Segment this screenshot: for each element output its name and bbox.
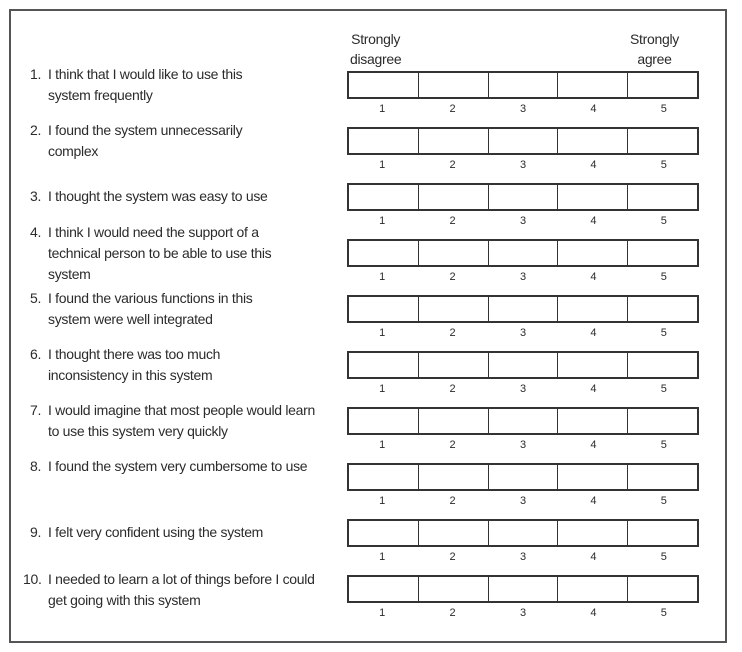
- question-number: 1.: [30, 66, 42, 82]
- scale-label-3: 3: [519, 215, 527, 227]
- question-text: I would imagine that most people would learn to use this system very quickly: [48, 402, 315, 439]
- rating-box-5[interactable]: [628, 409, 697, 433]
- scale-label-2: 2: [449, 383, 456, 395]
- rating-box-4[interactable]: [558, 297, 628, 321]
- scale-label-4: 4: [590, 551, 597, 563]
- scale-label-5: 5: [660, 215, 667, 227]
- question-number: 5.: [30, 290, 42, 306]
- scale-label-2: 2: [449, 103, 456, 115]
- rating-box-3[interactable]: [489, 73, 559, 97]
- scale-labels: [347, 215, 699, 227]
- rating-box-2[interactable]: [419, 353, 489, 377]
- scale-label-4: 4: [590, 439, 597, 451]
- scale-label-2: 2: [449, 551, 456, 563]
- scale-label-5: 5: [660, 159, 667, 171]
- rating-box-3[interactable]: [489, 129, 559, 153]
- scale-label-1: 1: [379, 327, 386, 339]
- scale-label-5: 5: [660, 103, 667, 115]
- question-text: I found the various functions in this system were well integrated: [48, 290, 253, 327]
- scale-label-3: 3: [519, 495, 527, 507]
- scale-label-1: 1: [379, 551, 386, 563]
- scale-label-5: 5: [660, 271, 667, 283]
- scale-label-4: 4: [590, 383, 597, 395]
- rating-box-1[interactable]: [349, 521, 419, 545]
- scale-label-2: 2: [449, 495, 456, 507]
- rating-box-3[interactable]: [489, 465, 559, 489]
- question-number: 3.: [30, 188, 42, 204]
- scale-label-1: 1: [379, 271, 386, 283]
- rating-box-5[interactable]: [628, 521, 697, 545]
- scale-labels: [347, 271, 699, 283]
- scale-label-4: 4: [590, 607, 597, 619]
- question-6: [30, 344, 330, 383]
- scale-label-2: 2: [449, 215, 456, 227]
- rating-box-5[interactable]: [628, 297, 697, 321]
- question-text: I felt very confident using the system: [48, 524, 264, 540]
- rating-scale-8: [347, 463, 699, 491]
- header-right-line2: agree: [637, 51, 672, 67]
- question-10: [23, 569, 323, 608]
- header-left-line1: Strongly: [351, 31, 401, 47]
- question-number: 7.: [30, 402, 42, 418]
- scale-label-1: 1: [379, 215, 386, 227]
- rating-scale-3: [347, 183, 699, 211]
- rating-box-2[interactable]: [419, 409, 489, 433]
- rating-box-4[interactable]: [558, 73, 628, 97]
- rating-scale-1: [347, 71, 699, 99]
- rating-box-1[interactable]: [349, 297, 419, 321]
- rating-box-3[interactable]: [489, 409, 559, 433]
- strongly-agree-header: [630, 29, 679, 69]
- rating-box-1[interactable]: [349, 353, 419, 377]
- rating-scale-9: [347, 519, 699, 547]
- rating-box-5[interactable]: [628, 185, 697, 209]
- scale-label-1: 1: [379, 383, 386, 395]
- scale-label-1: 1: [379, 607, 386, 619]
- rating-box-4[interactable]: [558, 465, 628, 489]
- rating-box-2[interactable]: [419, 185, 489, 209]
- scale-label-4: 4: [590, 159, 597, 171]
- rating-scale-6: [347, 351, 699, 379]
- question-number: 6.: [30, 346, 42, 362]
- rating-box-4[interactable]: [558, 185, 628, 209]
- rating-scale-2: [347, 127, 699, 155]
- question-text: I found the system very cumbersome to use: [48, 458, 308, 474]
- scale-label-2: 2: [449, 607, 456, 619]
- scale-label-2: 2: [449, 327, 456, 339]
- rating-box-4[interactable]: [558, 129, 628, 153]
- scale-label-1: 1: [379, 495, 386, 507]
- scale-label-1: 1: [379, 103, 386, 115]
- rating-box-5[interactable]: [628, 465, 697, 489]
- scale-label-2: 2: [449, 159, 456, 171]
- scale-label-3: 3: [519, 439, 527, 451]
- question-number: 4.: [30, 224, 42, 240]
- rating-box-2[interactable]: [419, 465, 489, 489]
- rating-box-3[interactable]: [489, 577, 559, 601]
- rating-box-3[interactable]: [489, 521, 559, 545]
- scale-labels: [347, 495, 699, 507]
- rating-box-3[interactable]: [489, 241, 559, 265]
- rating-box-3[interactable]: [489, 353, 559, 377]
- question-text: I found the system unnecessarily complex: [48, 122, 243, 159]
- rating-box-2[interactable]: [419, 577, 489, 601]
- question-text: I think I would need the support of a technical person to be able to use this system: [48, 224, 272, 282]
- scale-label-5: 5: [660, 383, 667, 395]
- rating-box-1[interactable]: [349, 185, 419, 209]
- rating-box-4[interactable]: [558, 577, 628, 601]
- question-number: 2.: [30, 122, 42, 138]
- rating-box-1[interactable]: [349, 409, 419, 433]
- scale-label-3: 3: [519, 327, 527, 339]
- rating-box-4[interactable]: [558, 521, 628, 545]
- rating-box-3[interactable]: [489, 185, 559, 209]
- rating-box-2[interactable]: [419, 521, 489, 545]
- rating-box-5[interactable]: [628, 577, 697, 601]
- scale-label-5: 5: [660, 495, 667, 507]
- rating-box-1[interactable]: [349, 577, 419, 601]
- question-3: [30, 186, 330, 207]
- rating-scale-7: [347, 407, 699, 435]
- rating-box-1[interactable]: [349, 73, 419, 97]
- question-4: [30, 222, 330, 282]
- scale-label-3: 3: [519, 271, 527, 283]
- scale-label-5: 5: [660, 607, 667, 619]
- scale-labels: [347, 159, 699, 171]
- rating-box-1[interactable]: [349, 129, 419, 153]
- rating-box-2[interactable]: [419, 241, 489, 265]
- rating-box-4[interactable]: [558, 241, 628, 265]
- rating-box-4[interactable]: [558, 353, 628, 377]
- rating-box-2[interactable]: [419, 73, 489, 97]
- scale-label-3: 3: [519, 607, 527, 619]
- rating-scale-4: [347, 239, 699, 267]
- rating-box-5[interactable]: [628, 353, 697, 377]
- rating-box-5[interactable]: [628, 73, 697, 97]
- scale-labels: [347, 383, 699, 395]
- scale-label-5: 5: [660, 551, 667, 563]
- scale-label-4: 4: [590, 495, 597, 507]
- scale-labels: [347, 439, 699, 451]
- scale-labels: [347, 327, 699, 339]
- rating-box-4[interactable]: [558, 409, 628, 433]
- scale-label-4: 4: [590, 103, 597, 115]
- rating-box-2[interactable]: [419, 129, 489, 153]
- question-9: [30, 522, 330, 543]
- scale-labels: [347, 103, 699, 115]
- scale-label-5: 5: [660, 327, 667, 339]
- scale-label-4: 4: [590, 215, 597, 227]
- scale-label-4: 4: [590, 271, 597, 283]
- strongly-disagree-header: [350, 29, 401, 69]
- rating-scale-10: [347, 575, 699, 603]
- question-1: [30, 64, 330, 103]
- question-text: I needed to learn a lot of things before I could get going with this system: [48, 571, 315, 608]
- scale-labels: [347, 551, 699, 563]
- question-8: [30, 456, 330, 477]
- question-5: [30, 288, 330, 327]
- question-number: 10.: [23, 571, 42, 587]
- scale-label-5: 5: [660, 439, 667, 451]
- question-number: 9.: [30, 524, 42, 540]
- rating-box-1[interactable]: [349, 241, 419, 265]
- rating-box-5[interactable]: [628, 241, 697, 265]
- rating-box-5[interactable]: [628, 129, 697, 153]
- rating-box-1[interactable]: [349, 465, 419, 489]
- question-2: [30, 120, 330, 159]
- scale-label-3: 3: [519, 103, 527, 115]
- scale-label-1: 1: [379, 439, 386, 451]
- question-text: I thought the system was easy to use: [48, 188, 268, 204]
- scale-label-1: 1: [379, 159, 386, 171]
- question-number: 8.: [30, 458, 42, 474]
- question-text: I think that I would like to use this system frequently: [48, 66, 243, 103]
- scale-label-4: 4: [590, 327, 597, 339]
- header-left-line2: disagree: [350, 51, 402, 67]
- scale-label-3: 3: [519, 383, 527, 395]
- header-right-line1: Strongly: [630, 31, 679, 47]
- question-7: [30, 400, 330, 439]
- scale-label-2: 2: [449, 439, 456, 451]
- question-text: I thought there was too much inconsistency in this system: [48, 346, 221, 383]
- scale-labels: [347, 607, 699, 619]
- rating-scale-5: [347, 295, 699, 323]
- scale-label-2: 2: [449, 271, 456, 283]
- rating-box-3[interactable]: [489, 297, 559, 321]
- scale-label-3: 3: [519, 159, 527, 171]
- scale-label-3: 3: [519, 551, 527, 563]
- rating-box-2[interactable]: [419, 297, 489, 321]
